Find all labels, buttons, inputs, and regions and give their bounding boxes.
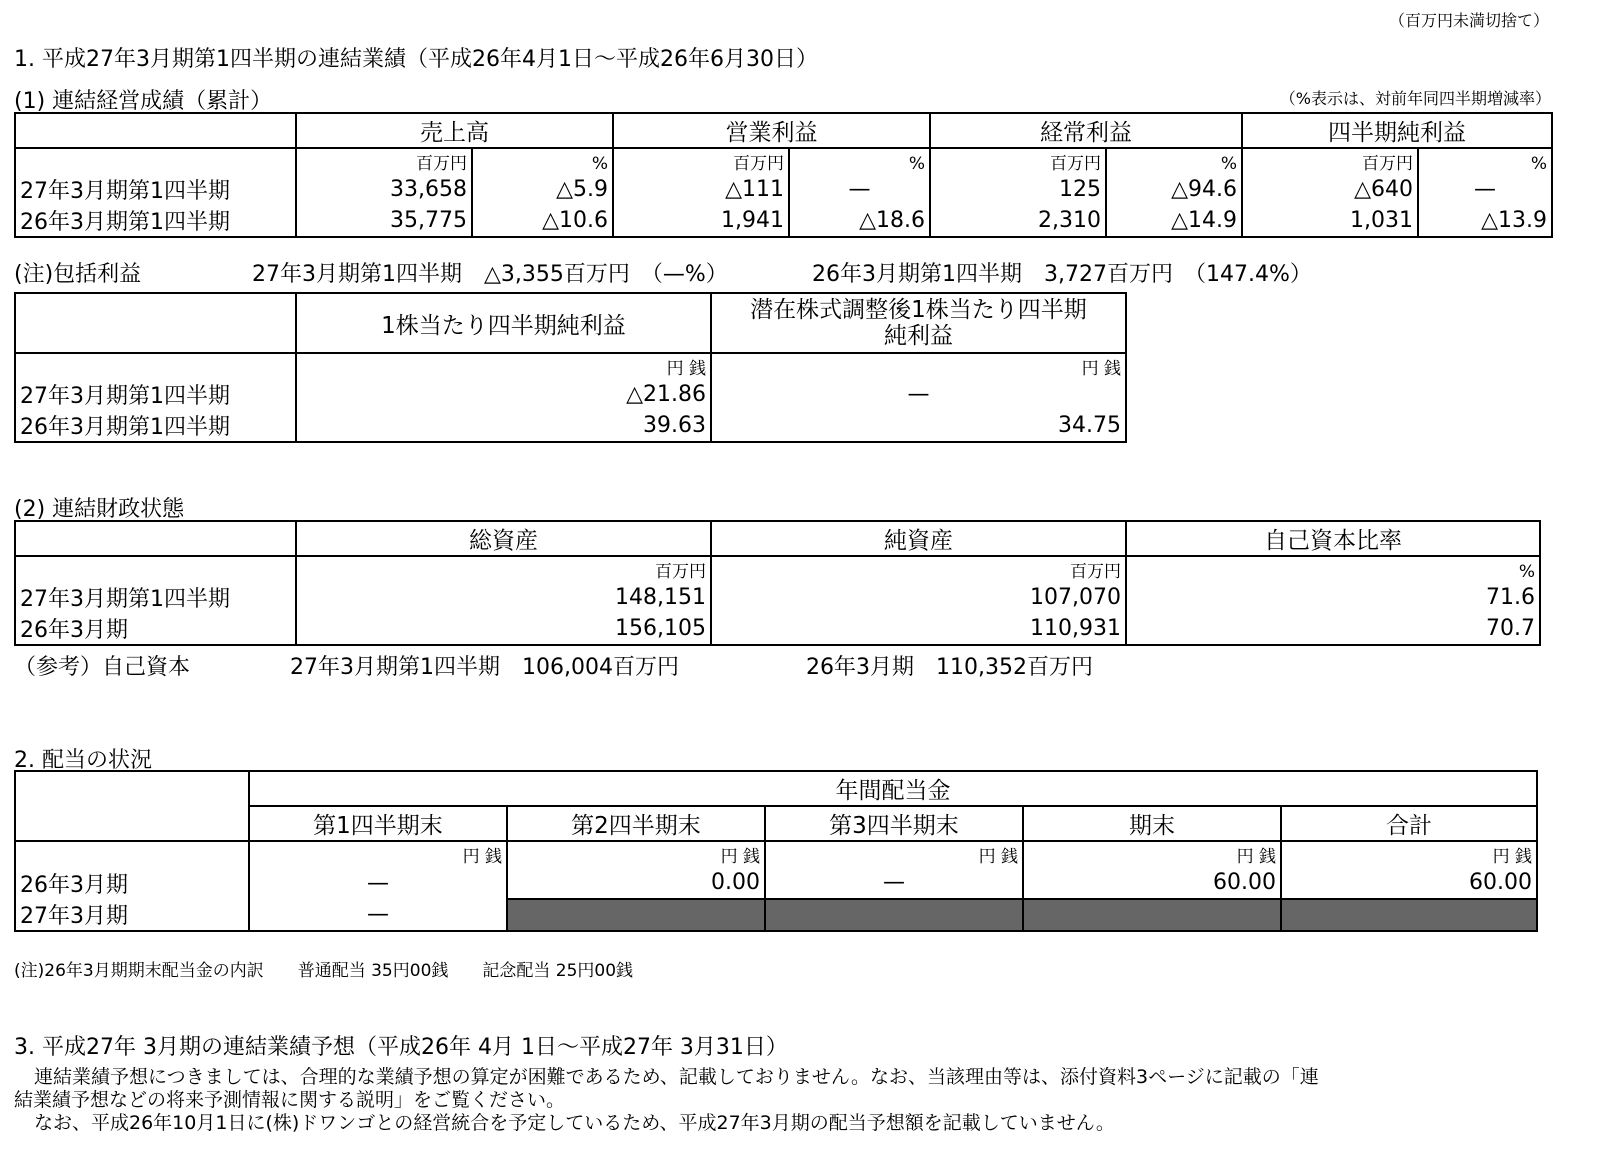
section1-note: （%表示は、対前年同四半期増減率） bbox=[1279, 89, 1551, 108]
unit-note: （百万円未満切捨て） bbox=[1388, 11, 1549, 30]
value-cell: 107,070 bbox=[711, 582, 1126, 613]
unit-cell: 百万円 bbox=[930, 148, 1106, 174]
value-cell: 33,658 bbox=[296, 174, 472, 205]
section3-title: 2. 配当の状況 bbox=[14, 748, 152, 773]
unit-cell: 円 銭 bbox=[765, 841, 1023, 867]
value-cell: 110,931 bbox=[711, 613, 1126, 645]
unit-cell: 円 銭 bbox=[296, 353, 711, 379]
header-eps: 1株当たり四半期純利益 bbox=[296, 293, 711, 353]
comprehensive-current: 27年3月期第1四半期 △3,355百万円 （—%） bbox=[252, 262, 728, 287]
value-cell: — bbox=[789, 174, 930, 205]
value-cell: 1,031 bbox=[1242, 205, 1418, 237]
section1-subtitle: (1) 連結経営成績（累計） bbox=[14, 89, 273, 114]
value-cell: 0.00 bbox=[507, 867, 765, 899]
header-blank bbox=[15, 113, 296, 148]
value-cell bbox=[765, 899, 1023, 931]
header-equity-ratio: 自己資本比率 bbox=[1126, 521, 1540, 556]
header-sales: 売上高 bbox=[296, 113, 613, 148]
table-row bbox=[15, 613, 1540, 645]
forecast-text-line3: なお、平成26年10月1日に(株)ドワンゴとの経営統合を予定しているため、平成27年3月期の配当予想額を記載していません。 bbox=[34, 1112, 1115, 1134]
row-label: 27年3月期第1四半期 bbox=[15, 379, 296, 410]
unit-cell: % bbox=[1106, 148, 1242, 174]
comprehensive-label: (注)包括利益 bbox=[14, 262, 142, 287]
row-label: 26年3月期 bbox=[15, 867, 249, 899]
value-cell: 1,941 bbox=[613, 205, 789, 237]
unit-cell: 百万円 bbox=[711, 556, 1126, 582]
header-net-assets: 純資産 bbox=[711, 521, 1126, 556]
value-cell: △13.9 bbox=[1418, 205, 1552, 237]
header-total-assets: 総資産 bbox=[296, 521, 711, 556]
value-cell: △111 bbox=[613, 174, 789, 205]
value-cell: △21.86 bbox=[296, 379, 711, 410]
header-annual-dividend: 年間配当金 bbox=[249, 771, 1537, 806]
unit-cell: % bbox=[789, 148, 930, 174]
row-label: 27年3月期第1四半期 bbox=[15, 174, 296, 205]
row-label: 27年3月期第1四半期 bbox=[15, 582, 296, 613]
value-cell bbox=[507, 899, 765, 931]
eps-table bbox=[14, 292, 1127, 443]
header-net-income: 四半期純利益 bbox=[1242, 113, 1552, 148]
table-row bbox=[15, 410, 1126, 442]
forecast-text-line2: 結業績予想などの将来予測情報に関する説明」をご覧ください。 bbox=[14, 1089, 566, 1111]
value-cell: 35,775 bbox=[296, 205, 472, 237]
value-cell: 60.00 bbox=[1023, 867, 1281, 899]
value-cell: 71.6 bbox=[1126, 582, 1540, 613]
value-cell: △640 bbox=[1242, 174, 1418, 205]
equity-ref-previous: 26年3月期 110,352百万円 bbox=[806, 655, 1093, 680]
value-cell bbox=[1281, 899, 1537, 931]
dividend-table bbox=[14, 770, 1538, 932]
header-q3: 第3四半期末 bbox=[765, 806, 1023, 841]
section4-title: 3. 平成27年 3月期の連結業績予想（平成26年 4月 1日～平成27年 3月31日） bbox=[14, 1035, 788, 1060]
header-q1: 第1四半期末 bbox=[249, 806, 507, 841]
unit-cell: % bbox=[1418, 148, 1552, 174]
comprehensive-previous: 26年3月期第1四半期 3,727百万円 （147.4%） bbox=[812, 262, 1312, 287]
unit-cell: 円 銭 bbox=[1023, 841, 1281, 867]
section1-title: 1. 平成27年3月期第1四半期の連結業績（平成26年4月1日～平成26年6月30日） bbox=[14, 47, 818, 72]
value-cell: 70.7 bbox=[1126, 613, 1540, 645]
row-label: 26年3月期第1四半期 bbox=[15, 205, 296, 237]
dividend-note: (注)26年3月期期末配当金の内訳 普通配当 35円00銭 記念配当 25円00銭 bbox=[14, 961, 634, 981]
value-cell: 125 bbox=[930, 174, 1106, 205]
operating-results-table bbox=[14, 112, 1553, 238]
value-cell bbox=[1023, 899, 1281, 931]
value-cell: — bbox=[765, 867, 1023, 899]
unit-cell: 円 銭 bbox=[711, 353, 1126, 379]
unit-cell: % bbox=[1126, 556, 1540, 582]
unit-cell: 百万円 bbox=[296, 556, 711, 582]
value-cell: △14.9 bbox=[1106, 205, 1242, 237]
table-row bbox=[15, 582, 1540, 613]
value-cell: — bbox=[249, 867, 507, 899]
value-cell: △94.6 bbox=[1106, 174, 1242, 205]
unit-cell: 百万円 bbox=[296, 148, 472, 174]
value-cell: △10.6 bbox=[472, 205, 613, 237]
table-row bbox=[15, 867, 1537, 899]
header-diluted-eps: 潜在株式調整後1株当たり四半期 純利益 bbox=[711, 293, 1126, 353]
value-cell: — bbox=[711, 379, 1126, 410]
unit-cell: % bbox=[472, 148, 613, 174]
value-cell: 34.75 bbox=[711, 410, 1126, 442]
value-cell: △5.9 bbox=[472, 174, 613, 205]
unit-cell: 百万円 bbox=[613, 148, 789, 174]
section2-title: (2) 連結財政状態 bbox=[14, 497, 185, 522]
value-cell: — bbox=[249, 899, 507, 931]
value-cell: △18.6 bbox=[789, 205, 930, 237]
header-q2: 第2四半期末 bbox=[507, 806, 765, 841]
row-label: 26年3月期 bbox=[15, 613, 296, 645]
unit-cell: 円 銭 bbox=[249, 841, 507, 867]
unit-cell: 百万円 bbox=[1242, 148, 1418, 174]
financial-position-table bbox=[14, 520, 1541, 646]
row-label: 27年3月期 bbox=[15, 899, 249, 931]
row-label: 26年3月期第1四半期 bbox=[15, 410, 296, 442]
value-cell: — bbox=[1418, 174, 1552, 205]
unit-cell: 円 銭 bbox=[507, 841, 765, 867]
header-operating-income: 営業利益 bbox=[613, 113, 930, 148]
value-cell: 148,151 bbox=[296, 582, 711, 613]
value-cell: 156,105 bbox=[296, 613, 711, 645]
table-row bbox=[15, 379, 1126, 410]
unit-cell: 円 銭 bbox=[1281, 841, 1537, 867]
header-year-end: 期末 bbox=[1023, 806, 1281, 841]
table-row bbox=[15, 205, 1552, 237]
value-cell: 60.00 bbox=[1281, 867, 1537, 899]
forecast-text-line1: 連結業績予想につきましては、合理的な業績予想の算定が困難であるため、記載しておりません。なお、当該理由等は、添付資料3ページに記載の「連 bbox=[34, 1066, 1319, 1088]
table-row bbox=[15, 174, 1552, 205]
table-row bbox=[15, 899, 1537, 931]
equity-ref-label: （参考）自己資本 bbox=[14, 655, 191, 680]
header-total: 合計 bbox=[1281, 806, 1537, 841]
value-cell: 39.63 bbox=[296, 410, 711, 442]
equity-ref-current: 27年3月期第1四半期 106,004百万円 bbox=[290, 655, 679, 680]
header-ordinary-income: 経常利益 bbox=[930, 113, 1242, 148]
value-cell: 2,310 bbox=[930, 205, 1106, 237]
